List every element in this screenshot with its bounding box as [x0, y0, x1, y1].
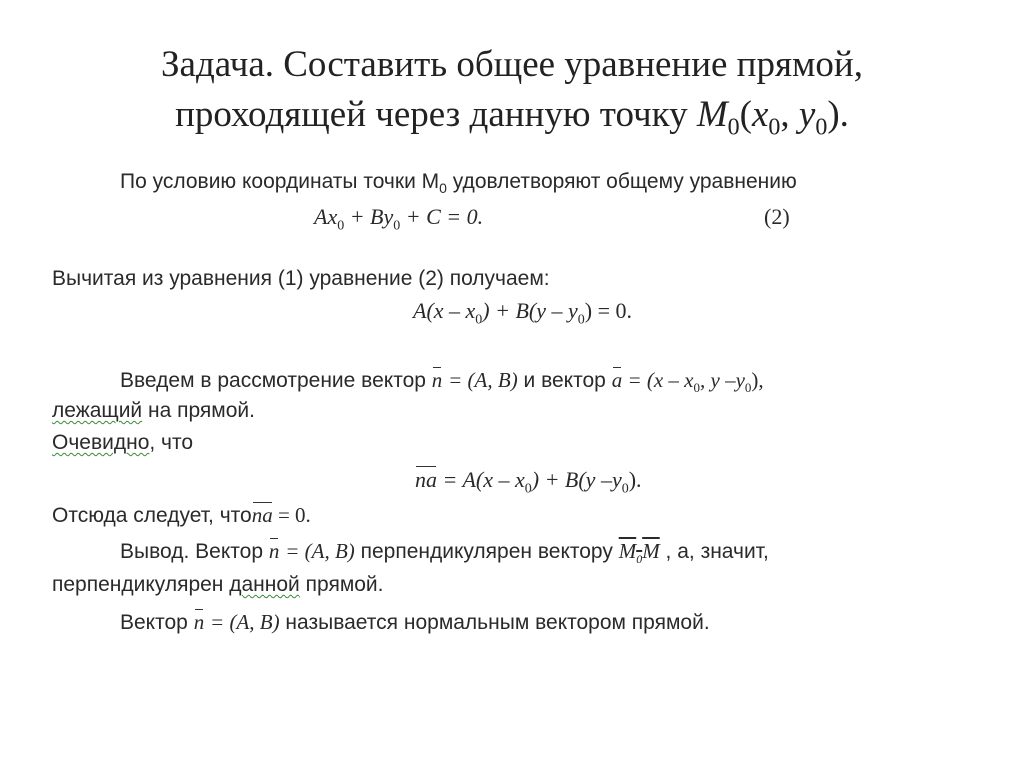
para6-word-given: данной	[229, 573, 300, 596]
title-paren-close: ).	[827, 94, 849, 135]
para1-text-b: удовлетворяют общему уравнению	[446, 170, 797, 193]
dot-eq-sub-y: 0	[621, 481, 629, 497]
para7-text1: Вектор	[120, 611, 194, 634]
eq2-c: + C = 0.	[400, 204, 484, 229]
title-sub-m: 0	[727, 114, 740, 141]
para5-text: Отсюда следует, что	[52, 504, 252, 527]
vector-a: a	[611, 368, 623, 392]
para3-word-lying: лежащий	[52, 399, 143, 422]
vector-n-3: n	[193, 610, 205, 634]
diff-eq-sub-y: 0	[577, 312, 585, 328]
para3-mid: и вектор	[517, 369, 612, 392]
vector-a-coords-3: ),	[751, 368, 764, 392]
eq2-a: Ax	[314, 204, 338, 229]
title-sub-y: 0	[815, 114, 828, 141]
equation-difference	[413, 298, 632, 328]
vector-a-coords-1: = (x – x	[622, 368, 694, 392]
eq2-sub-x: 0	[337, 218, 345, 234]
eq2-sub-y: 0	[393, 218, 401, 234]
para7-text2: называется нормальным вектором прямой.	[279, 611, 710, 634]
vector-a-coords-2: , y –y	[700, 368, 745, 392]
para7-eq: = (A, B)	[210, 610, 280, 634]
vector-m0m-m: M	[642, 539, 660, 563]
diff-eq-sub-x: 0	[475, 312, 483, 328]
para6-eq: = (A, B)	[285, 539, 355, 563]
para6-line2	[52, 573, 384, 597]
para1-text	[120, 170, 797, 196]
para6-line2-a: перпендикулярен	[52, 573, 230, 596]
title-line-1: Задача. Составить общее уравнение прямой,	[161, 44, 863, 85]
para6-text2: перпендикулярен вектору	[354, 540, 619, 563]
title-line-2	[0, 93, 1024, 149]
para5-eq: = 0.	[272, 503, 311, 527]
para6-text3: , а, значит,	[665, 540, 769, 563]
diff-eq-part-2: ) + B(y – y	[482, 298, 578, 323]
equation-2	[314, 204, 483, 234]
para3-intro: Введем в рассмотрение вектор	[120, 369, 432, 392]
para1-sub: 0	[439, 180, 447, 197]
para3-line2	[52, 399, 255, 423]
title-x: x	[751, 94, 769, 135]
title-line-2-text: проходящей через данную точку	[175, 94, 697, 135]
vector-na-2: na	[251, 503, 273, 527]
diff-eq-part-3: ) = 0.	[584, 298, 632, 323]
vector-m0m-sub: 0	[636, 552, 643, 567]
dot-eq-part-3: ).	[628, 467, 642, 492]
title-sub-x: 0	[768, 114, 781, 141]
para6-line2-c: прямой.	[299, 573, 384, 596]
vector-na: na	[415, 467, 437, 492]
para3-line3-rest: , что	[149, 431, 194, 454]
para3-line1	[120, 368, 764, 396]
title-y: y	[798, 94, 816, 135]
vector-n-2: n	[268, 539, 280, 563]
equation-dot-product	[415, 467, 642, 497]
equation-number-2: (2)	[764, 204, 790, 229]
dot-eq-part-1: = A(x – x	[437, 467, 525, 492]
title-paren-open: (	[739, 94, 752, 135]
vector-m0m	[618, 539, 660, 567]
title-comma: ,	[780, 94, 790, 135]
para3-line3	[52, 431, 193, 455]
para7-line	[120, 610, 710, 635]
para2-text: Вычитая из уравнения (1) уравнение (2) получаем:	[52, 267, 550, 290]
dot-eq-part-2: ) + B(y –y	[531, 467, 622, 492]
para1-text-a: По условию координаты точки M	[120, 170, 440, 193]
vector-n-coords: = (A, B)	[448, 368, 518, 392]
para3-line2-rest: на прямой.	[142, 399, 255, 422]
diff-eq-part-1: A(x – x	[413, 298, 476, 323]
vector-m0m-m0: M	[618, 539, 637, 563]
para3-word-obviously: Очевидно	[52, 431, 150, 454]
vector-a-sub-x: 0	[693, 380, 700, 396]
vector-a-sub-y: 0	[744, 380, 752, 396]
para6-text1: Вывод. Вектор	[120, 540, 269, 563]
dot-eq-sub-x: 0	[524, 481, 532, 497]
title-point-m: M	[696, 94, 728, 135]
para5-line	[52, 503, 311, 528]
para6-line1	[120, 539, 769, 567]
vector-n: n	[431, 368, 443, 392]
eq2-b: + By	[344, 204, 394, 229]
